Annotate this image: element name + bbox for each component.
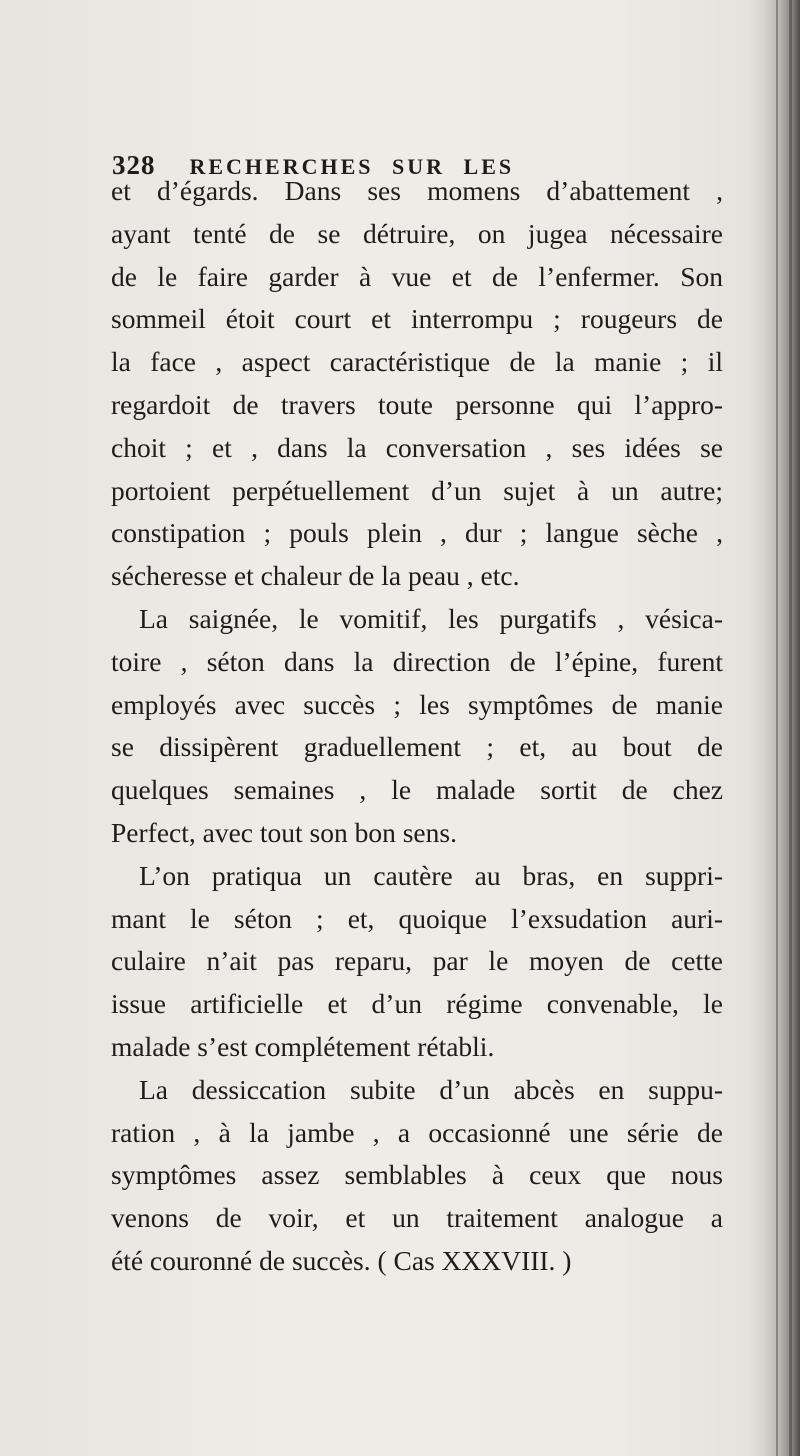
running-head: RECHERCHES SUR LES xyxy=(189,154,515,179)
text-line: et d’égards. Dans ses momens d’abattement , xyxy=(111,175,723,206)
text-line: la face , aspect caractéristique de la manie ; il xyxy=(111,346,723,378)
text-line: issue artificielle et d’un régime convenable, le xyxy=(111,988,723,1020)
text-line: portoient perpétuellement d’un sujet à un autre; xyxy=(111,474,723,506)
page-edge-line xyxy=(776,0,778,1456)
text-line: de le faire garder à vue et de l’enfermer. Son xyxy=(111,260,723,292)
text-line: quelques semaines , le malade sortit de chez xyxy=(111,774,723,806)
paragraph-start-line: La dessiccation subite d’un abcès en suppu- xyxy=(139,1073,723,1105)
text-line: sommeil étoit court et interrompu ; rougeurs de xyxy=(111,303,723,335)
text-line: choit ; et , dans la conversation , ses idées se xyxy=(111,431,723,463)
paragraph-start-line: L’on pratiqua un cautère au bras, en suppri- xyxy=(139,859,723,891)
text-line: toire , séton dans la direction de l’épine, furent xyxy=(111,645,723,677)
text-line: se dissipèrent graduellement ; et, au bout de xyxy=(111,731,723,763)
text-line: été couronné de succès. ( Cas XXXVIII. ) xyxy=(111,1244,572,1276)
text-line: ration , à la jambe , a occasionné une série de xyxy=(111,1116,723,1148)
text-line: ayant tenté de se détruire, on jugea nécessaire xyxy=(111,217,723,249)
text-line: culaire n’ait pas reparu, par le moyen de cette xyxy=(111,945,723,977)
text-line: symptômes assez semblables à ceux que nous xyxy=(111,1159,723,1191)
text-line: employés avec succès ; les symptômes de manie xyxy=(111,688,723,720)
text-line: Perfect, avec tout son bon sens. xyxy=(111,816,457,848)
text-line: constipation ; pouls plein , dur ; langue sèche , xyxy=(111,517,723,549)
text-line: mant le séton ; et, quoique l’exsudation auri- xyxy=(111,902,723,934)
text-line: venons de voir, et un traitement analogue a xyxy=(111,1202,723,1234)
page-number: 328 xyxy=(112,150,156,180)
page-gutter-shadow xyxy=(748,0,800,1456)
page-edge-line xyxy=(789,0,792,1456)
text-line: sécheresse et chaleur de la peau , etc. xyxy=(111,560,520,592)
body-text xyxy=(111,170,723,1283)
text-line: regardoit de travers toute personne qui l’appro- xyxy=(111,388,723,420)
text-line: malade s’est complétement rétabli. xyxy=(111,1030,495,1062)
paragraph-start-line: La saignée, le vomitif, les purgatifs , vésica- xyxy=(139,602,723,634)
